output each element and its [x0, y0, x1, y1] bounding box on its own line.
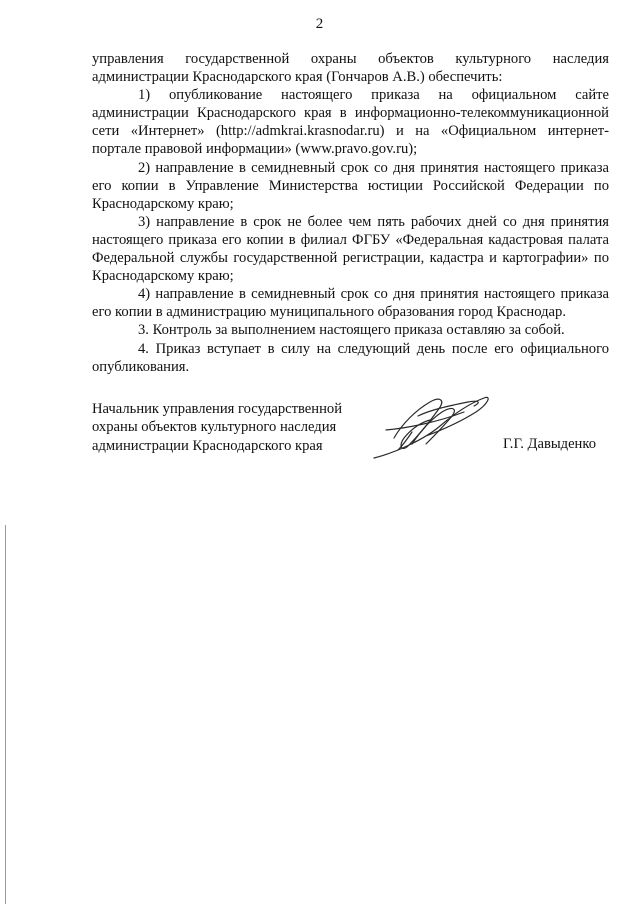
position-line: охраны объектов культурного наследия — [92, 419, 337, 436]
signer-name: Г.Г. Давыденко — [503, 436, 597, 452]
paragraph-clause-3: 3. Контроль за выполнением настоящего приказа оставляю за собой. — [138, 322, 565, 339]
handwritten-signature — [368, 386, 498, 466]
paragraph-item-2: 2) направление в семидневный срок со дня принятия настоящего приказа его копии в Управление Министерства юстиции Российской Федерации по Краснодарскому краю; — [92, 159, 609, 212]
paragraph-continuation: управления государственной охраны объектов культурного наследия администрации Краснодарского края (Гончаров А.В.) обеспечить: — [92, 51, 609, 86]
scan-edge-line — [5, 525, 6, 904]
paragraph-item-1: 1) опубликование настоящего приказа на официальном сайте администрации Краснодарского края в информационно-телекоммуникационной сети «Интернет» (http://admkrai.krasnodar.ru) и на «Официальном интернет-портале правовой информации» (www.pravo.gov.ru); — [92, 87, 609, 158]
paragraph-item-4: 4) направление в семидневный срок со дня принятия настоящего приказа его копии в администрацию муниципального образования город Краснодар. — [92, 286, 609, 321]
page-number: 2 — [315, 16, 324, 32]
paragraph-item-3: 3) направление в срок не более чем пять рабочих дней со дня принятия настоящего приказа его копии в филиал ФГБУ «Федеральная кадастровая палата Федеральной службы государственной регистрации, кадастра и картографии» по Краснодарскому краю; — [92, 213, 609, 285]
signatory-position — [92, 400, 392, 455]
paragraph-clause-4: 4. Приказ вступает в силу на следующий день после его официального опубликования. — [92, 340, 609, 375]
document-body — [92, 50, 609, 376]
position-line: Начальник управления государственной — [92, 401, 343, 417]
position-line: администрации Краснодарского края — [92, 437, 323, 454]
